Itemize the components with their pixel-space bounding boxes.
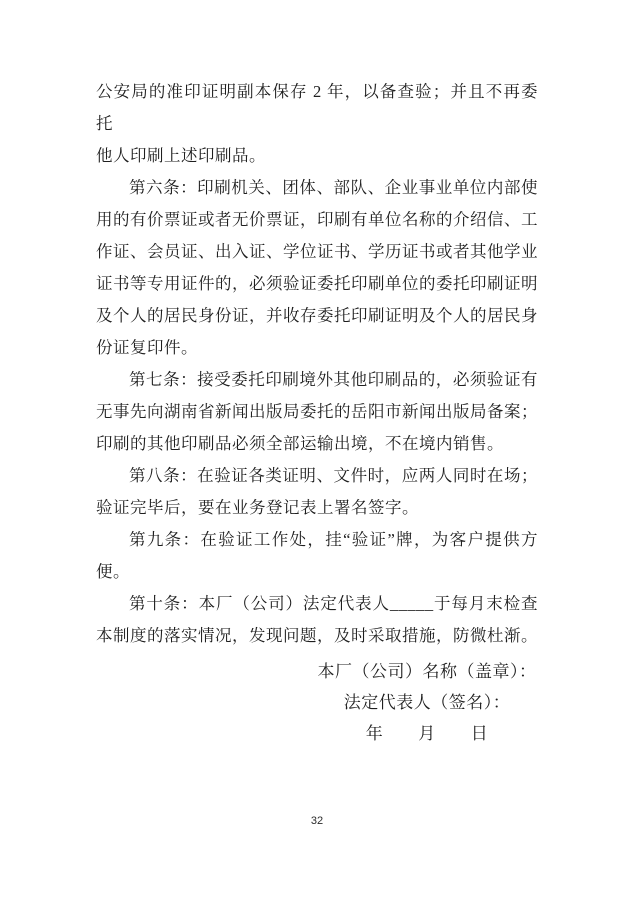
text-line: 便。 bbox=[96, 562, 130, 581]
text-line: 第十条：本厂（公司）法定代表人_____于每月末检查 bbox=[129, 594, 538, 613]
text-line: 公安局的准印证明副本保存 2 年，以备查验；并且不再委托 bbox=[96, 82, 538, 133]
text-line: 用的有价票证或者无价票证，印刷有单位名称的介绍信、工 bbox=[96, 210, 538, 229]
text-line: 第七条：接受委托印刷境外其他印刷品的，必须验证有 bbox=[129, 370, 538, 389]
text-line: 第六条：印刷机关、团体、部队、企业事业单位内部使 bbox=[129, 178, 538, 197]
date-line: 年 月 日 bbox=[365, 724, 489, 743]
text-line: 份证复印件。 bbox=[96, 338, 198, 357]
text-line: 本制度的落实情况，发现问题，及时采取措施，防微杜渐。 bbox=[96, 626, 538, 645]
text-line: 证书等专用证件的，必须验证委托印刷单位的委托印刷证明 bbox=[96, 274, 538, 293]
page-number: 32 bbox=[310, 815, 324, 827]
legal-representative-line: 法定代表人（签名）： bbox=[343, 693, 511, 712]
body-text bbox=[96, 76, 538, 652]
text-line: 及个人的居民身份证，并收存委托印刷证明及个人的居民身 bbox=[96, 306, 538, 325]
text-line: 第九条：在验证工作处，挂“验证”牌，为客户提供方 bbox=[129, 530, 538, 549]
text-line: 作证、会员证、出入证、学位证书、学历证书或者其他学业 bbox=[96, 242, 538, 261]
text-line: 他人印刷上述印刷品。 bbox=[96, 146, 266, 165]
text-line: 印刷的其他印刷品必须全部运输出境，不在境内销售。 bbox=[96, 434, 504, 453]
text-line: 验证完毕后，要在业务登记表上署名签字。 bbox=[96, 498, 419, 517]
company-seal-line: 本厂（公司）名称（盖章）： bbox=[317, 662, 537, 681]
signature-block bbox=[277, 656, 577, 749]
text-line: 第八条：在验证各类证明、文件时，应两人同时在场； bbox=[129, 466, 538, 485]
text-line: 无事先向湖南省新闻出版局委托的岳阳市新闻出版局备案； bbox=[96, 402, 538, 421]
